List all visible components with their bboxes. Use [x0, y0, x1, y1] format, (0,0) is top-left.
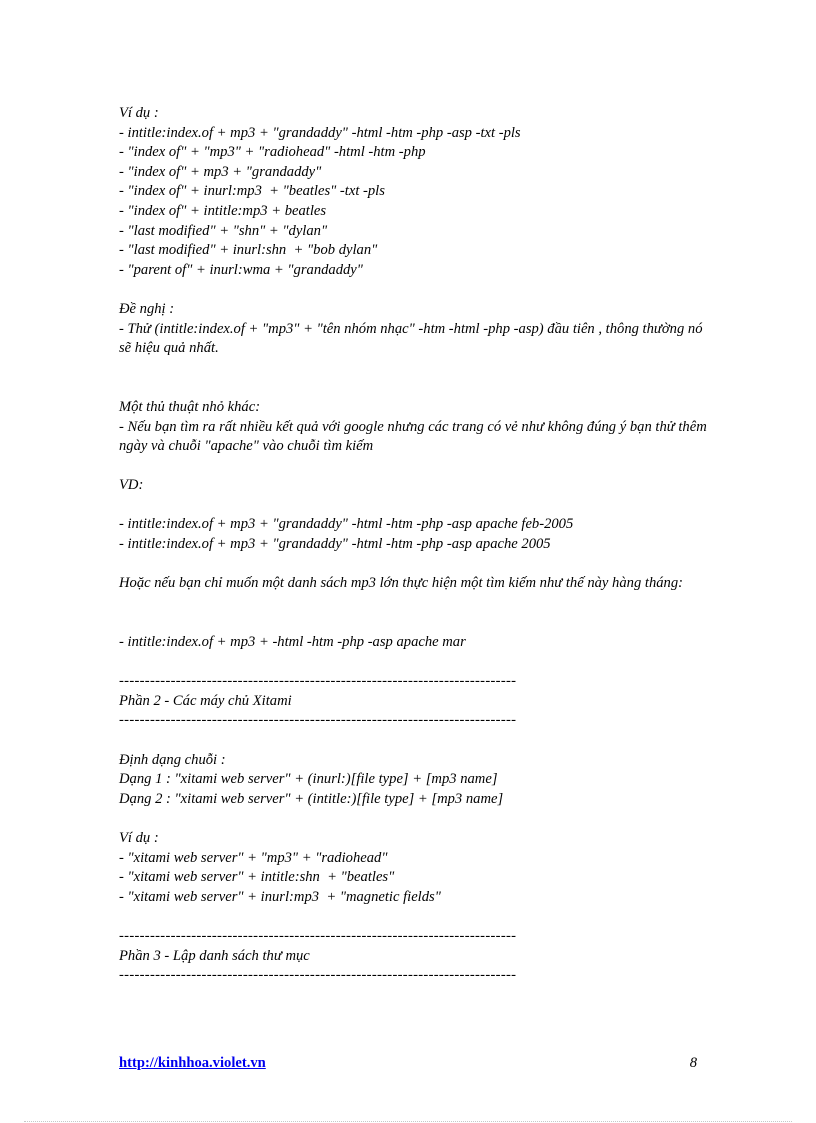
footer-link[interactable]: http://kinhhoa.violet.vn: [119, 1055, 266, 1071]
example-line: - "index of" + mp3 + "grandaddy": [119, 163, 322, 180]
tip-heading: Một thủ thuật nhỏ khác:: [119, 398, 261, 415]
example-line: - "parent of" + inurl:wma + "grandaddy": [119, 261, 363, 278]
separator-line: -----------------------------------------------------------------------------: [119, 927, 517, 944]
page-content: [119, 104, 709, 986]
tip-text: - Nếu bạn tìm ra rất nhiều kết quả với google nhưng các trang có vẻ như không đúng ý bạn thử thêm ngày và chuỗi "apache" vào chuỗi tìm kiếm: [119, 418, 707, 455]
example-line: - "last modified" + inurl:shn + "bob dylan": [119, 242, 378, 259]
separator-line: -----------------------------------------------------------------------------: [119, 712, 517, 729]
example-line: - intitle:index.of + mp3 + "grandaddy" -html -htm -php -asp -txt -pls: [119, 124, 521, 141]
section-title-part3: Phần 3 - Lập danh sách thư mục: [119, 947, 310, 964]
page-footer: [119, 1055, 697, 1075]
xitami-example-line: - "xitami web server" + "mp3" + "radiohead": [119, 849, 388, 866]
separator-line: -----------------------------------------------------------------------------: [119, 673, 517, 690]
separator-line: -----------------------------------------------------------------------------: [119, 967, 517, 984]
xitami-example-line: - "xitami web server" + inurl:mp3 + "magnetic fields": [119, 888, 441, 905]
example-line: - "index of" + inurl:mp3 + "beatles" -txt -pls: [119, 183, 385, 200]
page-number: 8: [689, 1055, 697, 1071]
example-line: - "last modified" + "shn" + "dylan": [119, 222, 328, 239]
page-bottom-divider: [24, 1121, 792, 1122]
example-heading: Ví dụ :: [119, 105, 159, 121]
vd-heading: VD:: [119, 477, 144, 494]
example-line: - "index of" + "mp3" + "radiohead" -html -htm -php: [119, 144, 426, 161]
vd-line: - intitle:index.of + mp3 + "grandaddy" -html -htm -php -asp apache feb-2005: [119, 516, 574, 533]
vd-line: - intitle:index.of + mp3 + "grandaddy" -html -htm -php -asp apache 2005: [119, 536, 551, 553]
xitami-example-line: - "xitami web server" + intitle:shn + "beatles": [119, 869, 395, 886]
example-line: - "index of" + intitle:mp3 + beatles: [119, 202, 327, 219]
monthly-search-example: - intitle:index.of + mp3 + -html -htm -php -asp apache mar: [119, 634, 466, 651]
monthly-search-text: Hoặc nếu bạn chỉ muốn một danh sách mp3 lớn thực hiện một tìm kiếm như thế này hàng tháng:: [119, 575, 683, 592]
suggestion-text: - Thử (intitle:index.of + "mp3" + "tên nhóm nhạc" -htm -html -php -asp) đầu tiên , thông thường nó sẽ hiệu quả nhất.: [119, 320, 703, 357]
section-title-part2: Phần 2 - Các máy chủ Xitami: [119, 692, 292, 709]
format-line-1: Dạng 1 : "xitami web server" + (inurl:)[file type] + [mp3 name]: [119, 771, 498, 788]
suggestion-heading: Đề nghị :: [119, 300, 175, 317]
xitami-example-heading: Ví dụ :: [119, 829, 159, 846]
format-line-2: Dạng 2 : "xitami web server" + (intitle:)[file type] + [mp3 name]: [119, 790, 504, 807]
format-heading: Định dạng chuỗi :: [119, 751, 226, 768]
